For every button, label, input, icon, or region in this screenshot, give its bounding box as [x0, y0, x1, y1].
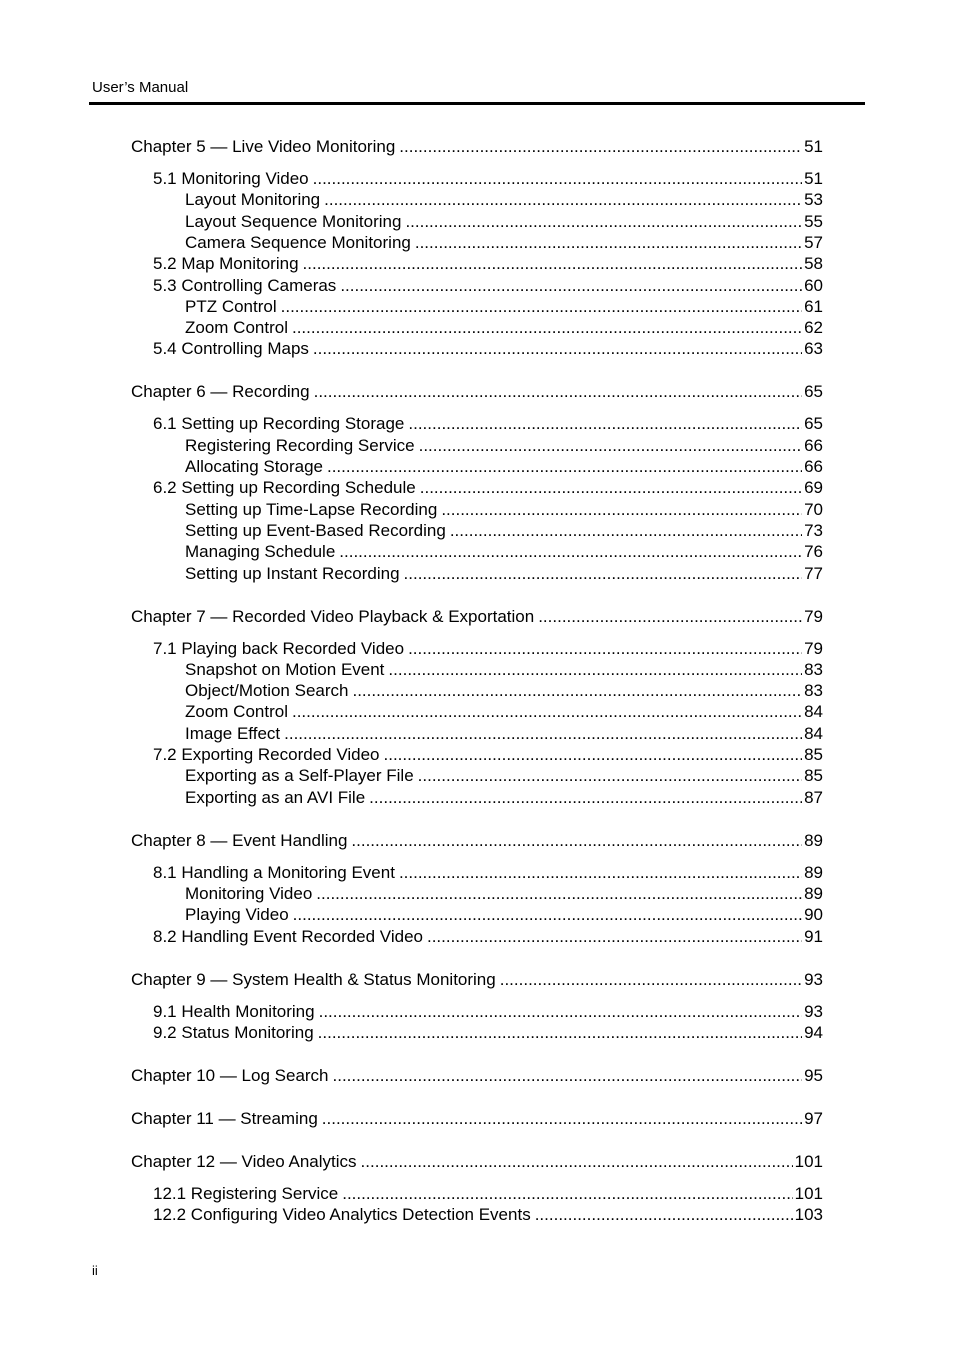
toc-entry-page: 87: [804, 787, 823, 807]
toc-entry-title: Setting up Event-Based Recording: [185, 520, 446, 540]
toc-entry-page: 51: [804, 169, 823, 188]
toc-dot-leader: [322, 1108, 802, 1129]
toc-entry-title: Layout Sequence Monitoring: [185, 211, 402, 231]
toc-dot-leader: [284, 723, 802, 744]
toc-entry[interactable]: [153, 1183, 823, 1204]
toc-entry-page: 70: [804, 499, 823, 519]
toc-chapter-entry[interactable]: [131, 606, 823, 627]
toc-dot-leader: [281, 296, 802, 317]
toc-dot-leader: [408, 638, 802, 659]
toc-entry-page: 89: [804, 883, 823, 903]
toc-entry[interactable]: [153, 338, 823, 359]
toc-entry[interactable]: [185, 659, 823, 680]
toc-entry[interactable]: [185, 680, 823, 701]
toc-entry-page: 58: [804, 254, 823, 274]
header-divider: [89, 102, 865, 105]
toc-dot-leader: [313, 168, 802, 189]
toc-entry-page: 57: [804, 232, 823, 252]
toc-entry-page: 103: [794, 1205, 823, 1225]
toc-entry-page: 89: [804, 862, 823, 882]
toc-entry-title: Setting up Time-Lapse Recording: [185, 499, 438, 519]
toc-entry-page: 97: [804, 1108, 823, 1128]
toc-entry-title: 5.1 Monitoring Video: [153, 169, 309, 188]
toc-entry-page: 84: [804, 702, 823, 722]
page-number: ii: [92, 1263, 98, 1278]
toc-entry-title: Camera Sequence Monitoring: [185, 232, 411, 252]
page-header-title: User’s Manual: [92, 79, 189, 96]
toc-entry-page: 66: [804, 435, 823, 455]
toc-dot-leader: [351, 830, 802, 851]
toc-entry-page: 69: [804, 478, 823, 498]
toc-entry-page: 84: [804, 723, 823, 743]
toc-chapter-entry[interactable]: [131, 136, 823, 157]
toc-entry[interactable]: [153, 926, 823, 947]
toc-entry[interactable]: [153, 413, 823, 434]
toc-entry-title: 6.1 Setting up Recording Storage: [153, 414, 405, 434]
toc-entry[interactable]: [185, 563, 823, 584]
toc-entry[interactable]: [153, 638, 823, 659]
toc-entry-title: Monitoring Video: [185, 883, 313, 903]
toc-chapter-entry[interactable]: [131, 830, 823, 851]
toc-entry-page: 61: [804, 296, 823, 316]
toc-entry-title: 5.2 Map Monitoring: [153, 254, 299, 274]
toc-dot-leader: [313, 338, 802, 359]
toc-entry[interactable]: [185, 883, 823, 904]
toc-entry-page: 55: [804, 211, 823, 231]
toc-dot-leader: [399, 862, 802, 883]
toc-entry-page: 77: [804, 563, 823, 583]
toc-dot-leader: [340, 275, 802, 296]
toc-dot-leader: [535, 1204, 793, 1225]
toc-dot-leader: [292, 701, 802, 722]
toc-entry-page: 63: [804, 339, 823, 359]
toc-chapter-entry[interactable]: [131, 969, 823, 990]
toc-entry[interactable]: [153, 253, 823, 274]
toc-entry-page: 79: [804, 638, 823, 658]
toc-chapter-entry[interactable]: [131, 381, 823, 402]
toc-entry-title: Zoom Control: [185, 318, 288, 338]
toc-dot-leader: [314, 381, 802, 402]
toc-entry-title: 12.2 Configuring Video Analytics Detection Events: [153, 1205, 531, 1225]
toc-entry[interactable]: [185, 189, 823, 210]
toc-dot-leader: [352, 680, 802, 701]
toc-entry-title: 9.1 Health Monitoring: [153, 1001, 315, 1021]
toc-entry-page: 101: [794, 1183, 823, 1203]
toc-entry-page: 76: [804, 542, 823, 562]
toc-entry-title: Chapter 6 — Recording: [131, 382, 310, 402]
toc-entry-title: Registering Recording Service: [185, 435, 415, 455]
toc-entry-page: 89: [804, 830, 823, 850]
toc-entry[interactable]: [185, 456, 823, 477]
toc-dot-leader: [292, 317, 802, 338]
toc-entry-title: Allocating Storage: [185, 457, 323, 476]
toc-entry[interactable]: [153, 1022, 823, 1043]
toc-entry-title: 7.1 Playing back Recorded Video: [153, 638, 405, 658]
toc-entry[interactable]: [153, 168, 823, 189]
toc-entry-title: Setting up Instant Recording: [185, 563, 400, 583]
toc-entry-title: Chapter 12 — Video Analytics: [131, 1151, 357, 1171]
toc-entry[interactable]: [153, 1001, 823, 1022]
toc-chapter-entry[interactable]: [131, 1065, 823, 1086]
toc-entry-title: 7.2 Exporting Recorded Video: [153, 745, 380, 764]
toc-entry[interactable]: [185, 317, 823, 338]
toc-entry-title: Chapter 10 — Log Search: [131, 1065, 329, 1085]
toc-chapter-entry[interactable]: [131, 1108, 823, 1129]
toc-entry[interactable]: [153, 744, 823, 765]
toc-dot-leader: [538, 606, 802, 627]
toc-entry-title: Zoom Control: [185, 702, 288, 722]
toc-entry[interactable]: [185, 701, 823, 722]
toc-entry-title: Chapter 8 — Event Handling: [131, 830, 348, 850]
toc-entry-title: Object/Motion Search: [185, 681, 349, 701]
toc-dot-leader: [420, 477, 802, 498]
toc-entry-page: 65: [804, 382, 823, 402]
toc-dot-leader: [418, 765, 802, 786]
toc-dot-leader: [342, 1183, 792, 1204]
toc-entry-page: 73: [804, 520, 823, 540]
toc-dot-leader: [303, 253, 803, 274]
toc-dot-leader: [333, 1065, 803, 1086]
toc-entry-page: 79: [804, 606, 823, 626]
toc-dot-leader: [316, 883, 802, 904]
toc-dot-leader: [369, 787, 802, 808]
toc-dot-leader: [327, 456, 802, 477]
toc-entry-page: 95: [804, 1065, 823, 1085]
toc-dot-leader: [419, 435, 802, 456]
toc-entry[interactable]: [185, 723, 823, 744]
toc-entry-title: Exporting as an AVI File: [185, 787, 366, 807]
toc-entry-title: Chapter 7 — Recorded Video Playback & Exportation: [131, 606, 535, 626]
toc-entry[interactable]: [153, 1204, 823, 1225]
toc-entry-page: 83: [804, 659, 823, 679]
toc-entry-title: 6.2 Setting up Recording Schedule: [153, 478, 416, 498]
toc-entry[interactable]: [185, 520, 823, 541]
toc-dot-leader: [427, 926, 802, 947]
toc-entry[interactable]: [153, 862, 823, 883]
toc-entry-title: 5.4 Controlling Maps: [153, 339, 309, 359]
toc-entry-title: Chapter 11 — Streaming: [131, 1108, 318, 1128]
toc-entry-page: 65: [804, 414, 823, 434]
toc-chapter-entry[interactable]: [131, 1151, 823, 1172]
toc-entry-title: Chapter 5 — Live Video Monitoring: [131, 137, 396, 156]
toc-entry-title: Managing Schedule: [185, 542, 336, 562]
toc-entry-title: PTZ Control: [185, 296, 277, 316]
toc-entry-page: 83: [804, 681, 823, 701]
toc-dot-leader: [415, 232, 802, 253]
toc-dot-leader: [293, 904, 802, 925]
toc-entry-page: 60: [804, 275, 823, 295]
toc-dot-leader: [384, 744, 803, 765]
toc-entry-title: Image Effect: [185, 723, 281, 743]
toc-entry-page: 85: [804, 766, 823, 786]
toc-entry[interactable]: [185, 435, 823, 456]
toc-entry[interactable]: [185, 541, 823, 562]
toc-entry[interactable]: [185, 296, 823, 317]
toc-dot-leader: [318, 1022, 802, 1043]
toc-entry[interactable]: [185, 787, 823, 808]
toc-entry-page: 53: [804, 190, 823, 210]
toc-entry-page: 85: [804, 745, 823, 764]
toc-dot-leader: [319, 1001, 802, 1022]
toc-entry-page: 94: [804, 1022, 823, 1042]
toc-entry-page: 93: [804, 1001, 823, 1021]
toc-entry[interactable]: [185, 211, 823, 232]
toc-entry-title: 9.2 Status Monitoring: [153, 1022, 314, 1042]
toc-entry[interactable]: [185, 765, 823, 786]
toc-entry-title: 5.3 Controlling Cameras: [153, 275, 337, 295]
toc-entry-page: 51: [804, 137, 823, 156]
toc-entry-page: 66: [804, 457, 823, 476]
toc-entry-title: Exporting as a Self-Player File: [185, 766, 414, 786]
toc-dot-leader: [399, 136, 802, 157]
toc-entry-title: 8.1 Handling a Monitoring Event: [153, 862, 395, 882]
toc-dot-leader: [404, 563, 803, 584]
toc-dot-leader: [324, 189, 802, 210]
toc-entry[interactable]: [153, 477, 823, 498]
toc-dot-leader: [388, 659, 802, 680]
toc-dot-leader: [339, 541, 802, 562]
toc-entry-page: 62: [804, 318, 823, 338]
toc-entry-page: 101: [794, 1151, 823, 1171]
toc-entry[interactable]: [185, 499, 823, 520]
toc-dot-leader: [361, 1151, 793, 1172]
toc-entry-title: Chapter 9 — System Health & Status Monitoring: [131, 969, 496, 989]
toc-entry[interactable]: [185, 904, 823, 925]
toc-dot-leader: [441, 499, 802, 520]
toc-entry-title: Playing Video: [185, 905, 289, 925]
toc-entry-title: Layout Monitoring: [185, 190, 321, 210]
toc-entry-title: 12.1 Registering Service: [153, 1183, 339, 1203]
toc-entry-page: 90: [804, 905, 823, 925]
toc-entry[interactable]: [185, 232, 823, 253]
toc-dot-leader: [500, 969, 802, 990]
toc-entry-page: 93: [804, 969, 823, 989]
toc-dot-leader: [450, 520, 802, 541]
toc-entry-title: Snapshot on Motion Event: [185, 659, 385, 679]
toc-dot-leader: [405, 211, 802, 232]
toc-entry-title: 8.2 Handling Event Recorded Video: [153, 926, 423, 946]
toc-entry-page: 91: [804, 926, 823, 946]
toc-dot-leader: [408, 413, 802, 434]
toc-entry[interactable]: [153, 275, 823, 296]
